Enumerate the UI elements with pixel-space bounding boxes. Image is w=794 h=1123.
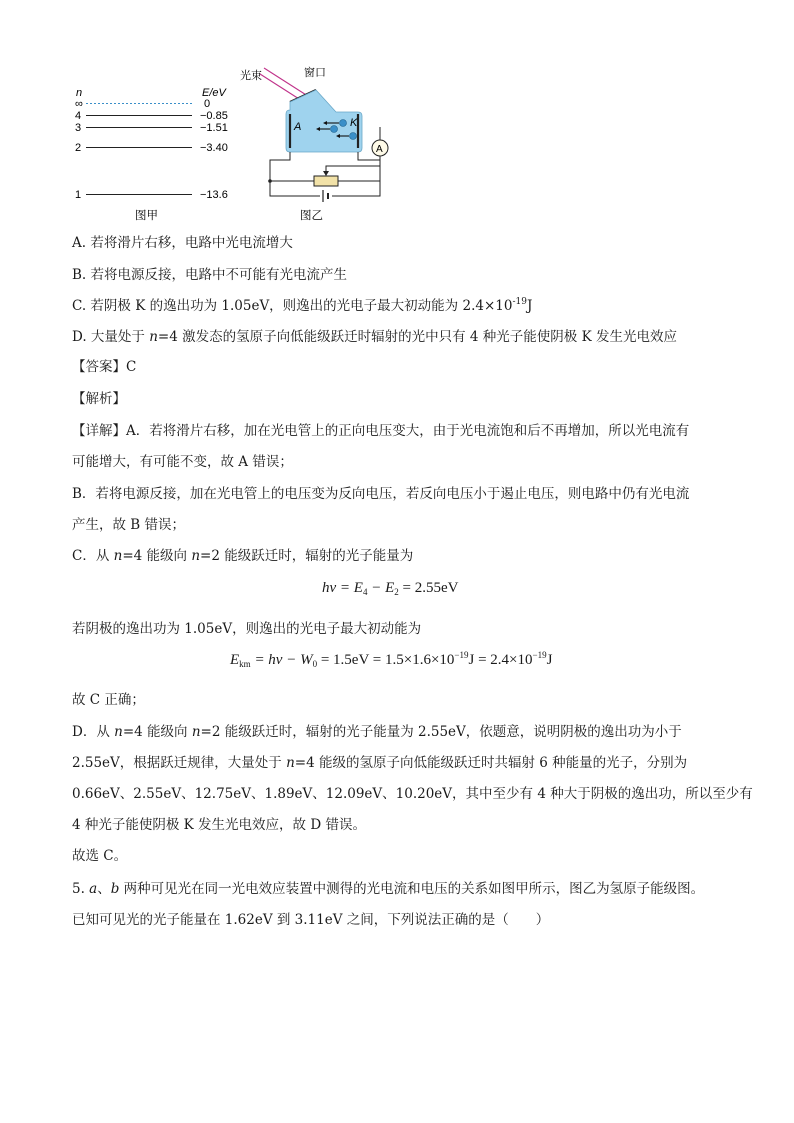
beam-label: 光束 <box>240 70 262 82</box>
answer-line <box>72 357 136 377</box>
text: D．从 <box>72 724 115 740</box>
eq-part: = hν − W <box>250 652 313 668</box>
level-1 <box>75 189 228 201</box>
level-energy: −13.6 <box>200 189 228 201</box>
level-n: 3 <box>75 122 82 134</box>
option-c-text: C. 若阴极 K 的逸出功为 1.05eV，则逸出的光电子最大初动能为 2.4×10 <box>72 298 513 314</box>
level-n: ∞ <box>75 98 83 110</box>
rheostat <box>314 171 338 186</box>
eq-part: − E <box>367 580 395 596</box>
figure-b-caption: 图乙 <box>300 210 323 222</box>
option-c-exponent: -19 <box>512 297 527 307</box>
answer-tag: 【答案】 <box>72 359 126 375</box>
n-symbol: n <box>113 548 123 564</box>
equation-photon-energy <box>322 580 458 597</box>
var-b: b <box>110 881 120 897</box>
detail-c-line-1 <box>72 546 413 566</box>
option-b: B. 若将电源反接，电路中不可能有光电流产生 <box>72 267 348 283</box>
detail-b-line-1: B．若将电源反接，加在光电管上的电压变为反向电压，若反向电压小于遏止电压，则电路中仍有光电流 <box>72 486 690 502</box>
analysis-tag: 【解析】 <box>72 391 126 407</box>
detail-d-line-1 <box>72 722 682 742</box>
eq-part: hν = E <box>322 580 363 596</box>
detail-b-line-2: 产生，故 B 错误； <box>72 517 186 533</box>
eq-part: J <box>546 652 553 668</box>
detail-a-line-1 <box>72 421 689 441</box>
question-text: 两种可见光在同一光电效应装置中测得的光电流和电压的关系如图甲所示，图乙为氢原子能级图。 <box>119 881 705 897</box>
level-energy: −3.40 <box>200 142 228 154</box>
option-d <box>72 327 677 347</box>
photocell-tube <box>286 90 362 152</box>
option-a: A. 若将滑片右移，电路中光电流增大 <box>72 235 293 251</box>
slider-arrow-icon <box>323 171 329 176</box>
text: =4 能级向 <box>122 724 192 740</box>
text: 2.55eV，根据跃迁规律，大量处于 <box>72 755 287 771</box>
ammeter <box>372 140 388 156</box>
eq-sub: 4 <box>362 587 368 597</box>
level-n: 2 <box>75 142 82 154</box>
question-number: 5. <box>72 881 90 897</box>
detail-a-line-2: 可能增大，有可能不变，故 A 错误； <box>72 454 293 470</box>
text: C．从 <box>72 548 114 564</box>
eq-sub: 0 <box>312 659 318 669</box>
detail-tag: 【详解】 <box>72 423 126 439</box>
detail-c-line-3: 故 C 正确； <box>72 692 145 708</box>
cathode-label: K <box>350 117 358 129</box>
level-n: 4 <box>75 110 82 122</box>
detail-d-line-3: 0.66eV、2.55eV、12.75eV、1.89eV、12.09eV、10.20eV，其中至少有 4 种大于阴极的逸出功，所以至少有 <box>72 786 753 802</box>
separator: 、 <box>97 881 111 897</box>
n-axis-label: n <box>76 87 83 99</box>
energy-level-diagram <box>72 86 232 226</box>
n-symbol: n <box>191 724 201 740</box>
level-2 <box>75 142 228 154</box>
figure-a-caption: 图甲 <box>135 210 158 222</box>
level-n: 1 <box>75 189 82 201</box>
level-4 <box>75 110 228 122</box>
detail-d-line-4: 4 种光子能使阴极 K 发生光电效应，故 D 错误。 <box>72 817 366 833</box>
level-inf <box>75 98 210 110</box>
level-energy: −1.51 <box>200 122 228 134</box>
answer-value: C <box>126 359 137 375</box>
detail-a-text: A．若将滑片右移，加在光电管上的正向电压变大，由于光电流饱和后不再增加，所以光电流有 <box>126 423 690 439</box>
question-5-line-2: 已知可见光的光子能量在 1.62eV 到 3.11eV 之间，下列说法正确的是（ ） <box>72 912 550 928</box>
detail-c-line-2: 若阴极的逸出功为 1.05eV，则逸出的光电子最大初动能为 <box>72 621 422 637</box>
var-a: a <box>89 881 98 897</box>
text: =2 能级跃迁时，辐射的光子能量为 2.55eV，依题意，说明阴极的逸出功为小于 <box>200 724 682 740</box>
text: =4 能级的氢原子向低能级跃迁时共辐射 6 种能量的光子，分别为 <box>294 755 688 771</box>
detail-d-line-2 <box>72 753 687 773</box>
question-5-line-1 <box>72 879 704 899</box>
option-d-n: n <box>149 329 158 345</box>
option-d-rest: =4 激发态的氢原子向低能级跃迁时辐射的光中只有 4 种光子能使阴极 K 发生光电效应 <box>157 329 677 345</box>
option-d-text: D. 大量处于 <box>72 329 150 345</box>
eq-part: E <box>230 652 240 668</box>
ammeter-label: A <box>376 144 383 155</box>
eq-sub: km <box>239 659 251 669</box>
eq-sup: −19 <box>532 650 547 660</box>
window-label: 窗口 <box>304 67 326 79</box>
energy-axis-label: E/eV <box>202 87 226 99</box>
eq-part: J = 2.4×10 <box>468 652 533 668</box>
eq-part: = 1.5eV = 1.5×1.6×10 <box>317 652 455 668</box>
battery <box>320 190 332 202</box>
n-symbol: n <box>114 724 123 740</box>
text: =2 能级跃迁时，辐射的光子能量为 <box>200 548 414 564</box>
eq-sup: −19 <box>454 650 469 660</box>
level-energy: −0.85 <box>200 110 228 122</box>
final-choice: 故选 C。 <box>72 848 128 864</box>
eq-sub: 2 <box>394 587 399 597</box>
eq-part: = 2.55eV <box>398 580 459 596</box>
photoelectric-circuit-diagram <box>232 62 392 224</box>
text: =4 能级向 <box>122 548 192 564</box>
anode-label: A <box>294 121 302 133</box>
n-symbol: n <box>191 548 201 564</box>
option-c <box>72 296 532 316</box>
equation-kinetic-energy <box>230 652 552 669</box>
level-3 <box>75 122 228 134</box>
n-symbol: n <box>286 755 295 771</box>
level-energy: 0 <box>204 98 211 110</box>
option-c-unit: J <box>526 298 533 314</box>
